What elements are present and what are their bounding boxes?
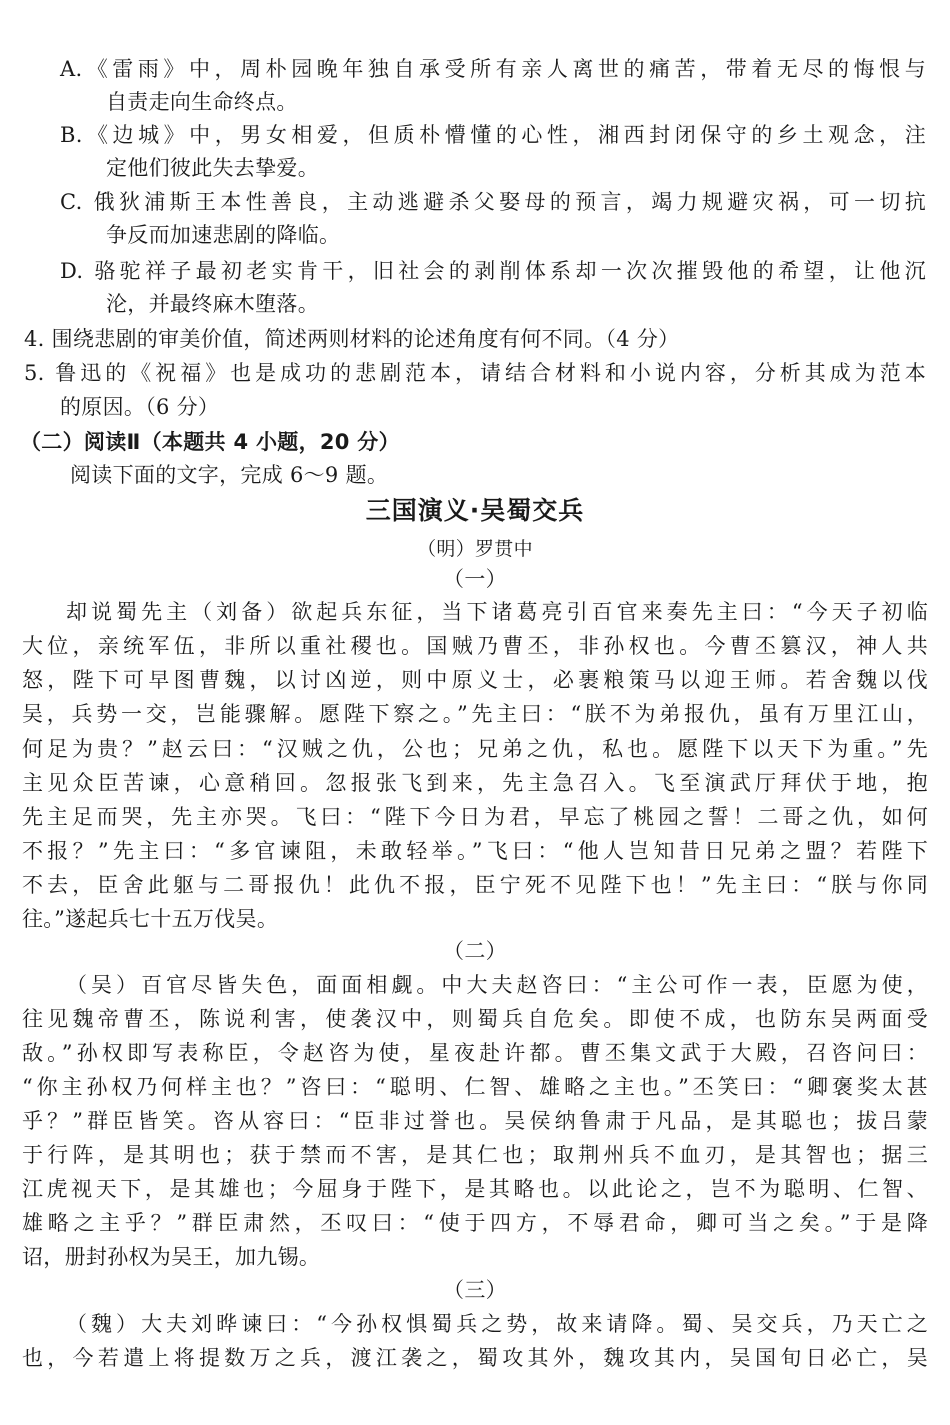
- option-d-line1: D. 骆驼祥子最初老实肯干，旧社会的剥削体系却一次次摧毁他的希望，让他沉: [60, 259, 926, 283]
- part-2-line: 往见魏帝曹丕，陈说利害，使袭汉中，则蜀兵自危矣。即使不成，也防东吴两面受: [22, 1007, 928, 1031]
- part-2-line: 乎？”群臣皆笑。咨从容曰：“臣非过誉也。吴侯纳鲁肃于凡品，是其聪也；拔吕蒙: [22, 1109, 928, 1133]
- part-2-line: （吴）百官尽皆失色，面面相觑。中大夫赵咨曰：“主公可作一表，臣愿为使，: [66, 973, 928, 997]
- part-2-marker: （二）: [443, 939, 507, 963]
- part-3-line: （魏）大夫刘晔谏曰：“今孙权惧蜀兵之势，故来请降。蜀、吴交兵，乃天亡之: [66, 1312, 928, 1336]
- part-2-line: 敌。”孙权即写表称臣，令赵咨为使，星夜赴许都。曹丕集文武于大殿，召咨问曰：: [22, 1041, 928, 1065]
- part-2-line: 于行阵，是其明也；获于禁而不害，是其仁也；取荆州兵不血刃，是其智也；据三: [22, 1143, 928, 1167]
- article-title: 三国演义·吴蜀交兵: [365, 496, 585, 525]
- option-a-line2: 自责走向生命终点。: [106, 90, 298, 114]
- question-5-line2: 的原因。（6 分）: [60, 395, 220, 419]
- section-heading: （二）阅读Ⅱ（本题共 4 小题，20 分）: [20, 430, 400, 454]
- part-2-line: 诏，册封孙权为吴王，加九锡。: [22, 1245, 321, 1269]
- question-4: 4. 围绕悲剧的审美价值，简述两则材料的论述角度有何不同。（4 分）: [24, 327, 680, 351]
- option-d-line2: 沦，并最终麻木堕落。: [106, 292, 319, 316]
- option-a-line1: A.《雷雨》中，周朴园晚年独自承受所有亲人离世的痛苦，带着无尽的悔恨与: [60, 57, 926, 81]
- part-1-line: 主见众臣苦谏，心意稍回。忽报张飞到来，先主急召入。飞至演武厅拜伏于地，抱: [22, 771, 928, 795]
- question-5-line1: 5. 鲁迅的《祝福》也是成功的悲剧范本，请结合材料和小说内容，分析其成为范本: [24, 361, 926, 385]
- part-1-marker: （一）: [443, 567, 507, 591]
- part-1-line: 吴，兵势一交，岂能骤解。愿陛下察之。”先主曰：“朕不为弟报仇，虽有万里江山，: [22, 702, 928, 726]
- option-b-line1: B.《边城》中，男女相爱，但质朴懵懂的心性，湘西封闭保守的乡土观念，注: [60, 123, 926, 147]
- part-1-line: 何足为贵？”赵云曰：“汉贼之仇，公也；兄弟之仇，私也。愿陛下以天下为重。”先: [22, 737, 928, 761]
- part-1-line: 先主足而哭，先主亦哭。飞曰：“陛下今日为君，早忘了桃园之誓！二哥之仇，如何: [22, 805, 928, 829]
- part-1-line: 却说蜀先主（刘备）欲起兵东征，当下诸葛亮引百官来奏先主曰：“今天子初临: [66, 600, 928, 624]
- option-c-line2: 争反而加速悲剧的降临。: [106, 223, 341, 247]
- part-2-line: 雄略之主乎？”群臣肃然，丕叹曰：“使于四方，不辱君命，卿可当之矣。”于是降: [22, 1211, 928, 1235]
- part-3-line: 也，今若遣上将提数万之兵，渡江袭之，蜀攻其外，魏攻其内，吴国旬日必亡，吴: [22, 1346, 928, 1370]
- part-1-line: 怒，陛下可早图曹魏，以讨凶逆，则中原义士，必裹粮策马以迎王师。若舍魏以伐: [22, 668, 928, 692]
- section-instruction: 阅读下面的文字，完成 6～9 题。: [70, 463, 389, 487]
- part-2-line: 江虎视天下，是其雄也；今屈身于陛下，是其略也。以此论之，岂不为聪明、仁智、: [22, 1177, 928, 1201]
- part-1-line: 不报？”先主曰：“多官谏阻，未敢轻举。”飞曰：“他人岂知昔日兄弟之盟？若陛下: [22, 839, 928, 863]
- part-2-line: “你主孙权乃何样主也？”咨曰：“聪明、仁智、雄略之主也。”丕笑曰：“卿褒奖太甚: [22, 1075, 928, 1099]
- option-b-line2: 定他们彼此失去挚爱。: [106, 156, 319, 180]
- part-1-line: 大位，亲统军伍，非所以重社稷也。国贼乃曹丕，非孙权也。今曹丕篡汉，神人共: [22, 634, 928, 658]
- part-1-line: 往。”遂起兵七十五万伐吴。: [22, 907, 279, 931]
- part-3-marker: （三）: [443, 1278, 507, 1302]
- part-1-line: 不去，臣舍此躯与二哥报仇！此仇不报，臣宁死不见陛下也！”先主曰：“朕与你同: [22, 873, 928, 897]
- option-c-line1: C. 俄狄浦斯王本性善良，主动逃避杀父娶母的预言，竭力规避灾祸，可一切抗: [60, 190, 926, 214]
- article-author: （明）罗贯中: [417, 538, 533, 560]
